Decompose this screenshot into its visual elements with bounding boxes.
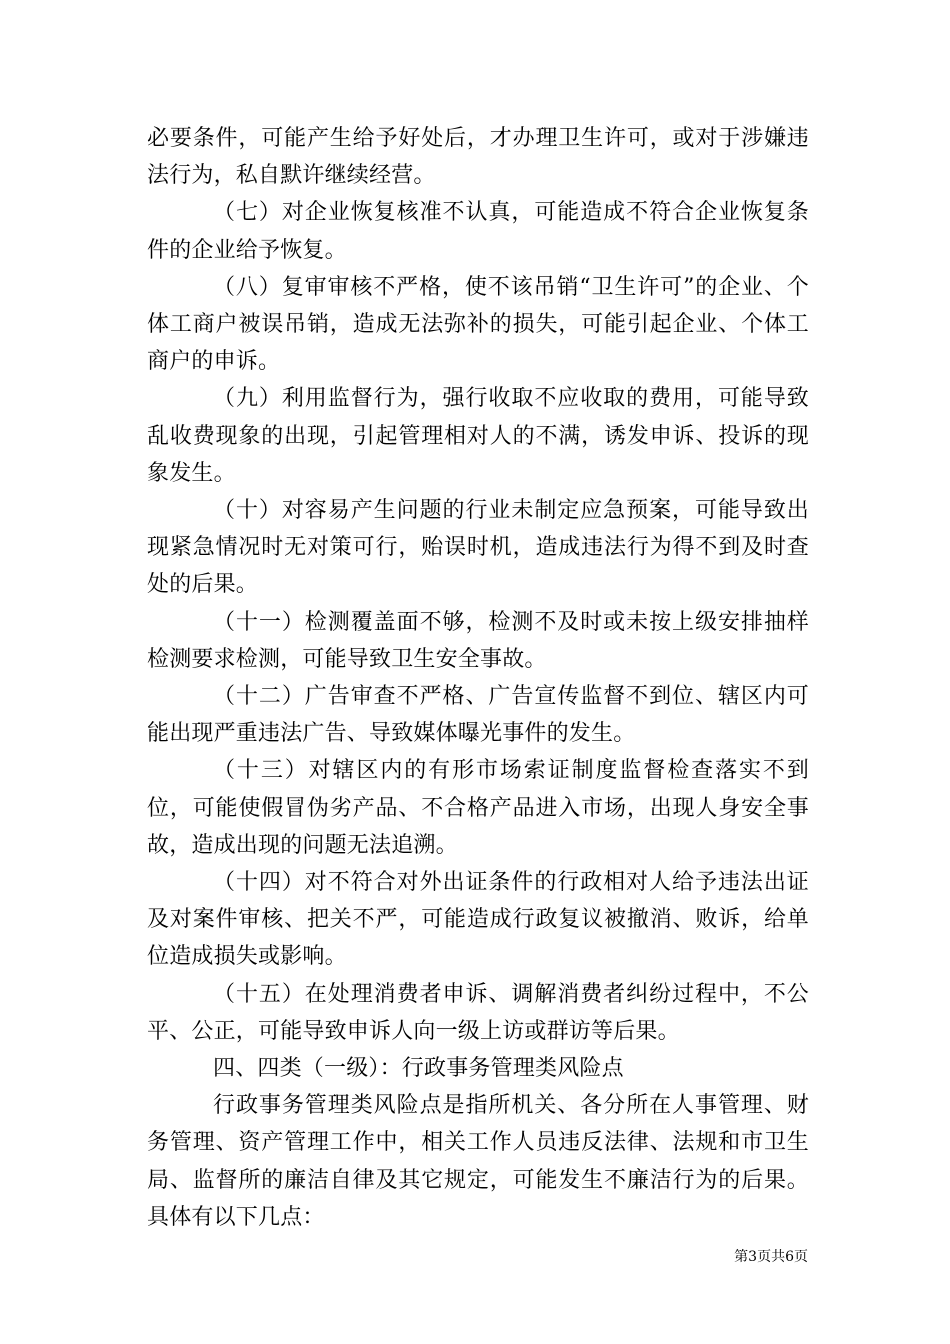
paragraph-6: （十一）检测覆盖面不够，检测不及时或未按上级安排抽样检测要求检测，可能导致卫生安全事故。 xyxy=(147,609,809,672)
paragraph-9: （十四）对不符合对外出证条件的行政相对人给予违法出证及对案件审核、把关不严，可能造成行政复议被撤消、败诉，给单位造成损失或影响。 xyxy=(147,870,809,970)
paragraph-12: 行政事务管理类风险点是指所机关、各分所在人事管理、财务管理、资产管理工作中，相关工作人员违反法律、法规和市卫生局、监督所的廉洁自律及其它规定，可能发生不廉洁行为的后果。具体有以下几点： xyxy=(147,1093,809,1230)
document-body xyxy=(147,120,809,1236)
paragraph-2: （七）对企业恢复核准不认真，可能造成不符合企业恢复条件的企业给予恢复。 xyxy=(147,200,809,263)
page-number-footer: 第3页共6页 xyxy=(734,1249,808,1265)
paragraph-5: （十）对容易产生问题的行业未制定应急预案，可能导致出现紧急情况时无对策可行，贻误时机，造成违法行为得不到及时查处的后果。 xyxy=(147,498,809,598)
paragraph-8: （十三）对辖区内的有形市场索证制度监督检查落实不到位，可能使假冒伪劣产品、不合格产品进入市场，出现人身安全事故，造成出现的问题无法追溯。 xyxy=(147,758,809,858)
paragraph-10: （十五）在处理消费者申诉、调解消费者纠纷过程中，不公平、公正，可能导致申诉人向一级上访或群访等后果。 xyxy=(147,981,809,1044)
paragraph-3: （八）复审审核不严格，使不该吊销“卫生许可”的企业、个体工商户被误吊销，造成无法弥补的损失，可能引起企业、个体工商户的申诉。 xyxy=(147,274,809,375)
paragraph-4: （九）利用监督行为，强行收取不应收取的费用，可能导致乱收费现象的出现，引起管理相对人的不满，诱发申诉、投诉的现象发生。 xyxy=(147,386,809,486)
paragraph-1: 必要条件，可能产生给予好处后，才办理卫生许可，或对于涉嫌违法行为，私自默许继续经营。 xyxy=(147,126,809,189)
paragraph-7: （十二）广告审查不严格、广告宣传监督不到位、辖区内可能出现严重违法广告、导致媒体曝光事件的发生。 xyxy=(147,684,809,747)
section-heading: 四、四类（一级）：行政事务管理类风险点 xyxy=(213,1056,624,1082)
